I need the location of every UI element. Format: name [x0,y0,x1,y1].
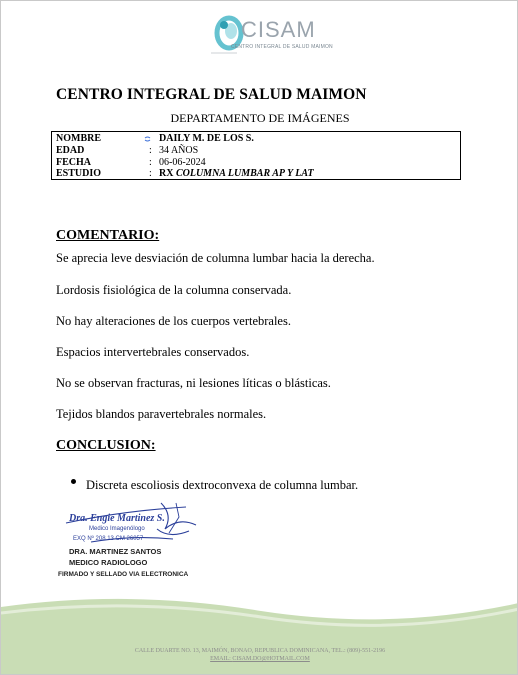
patient-label: NOMBRE [56,133,101,144]
signature-stamp [61,499,211,551]
logo-subtitle: CENTRO INTEGRAL DE SALUD MAIMON [231,44,333,50]
patient-value: 06-06-2024 [159,157,206,168]
comentario-heading: COMENTARIO: [56,228,160,243]
comentario-line: No hay alteraciones de los cuerpos vertebrales. [56,314,291,328]
patient-label: ESTUDIO [56,168,102,179]
conclusion-heading: CONCLUSION: [56,438,156,453]
comentario-line: Espacios intervertebrales conservados. [56,345,250,359]
department-title: DEPARTAMENTO DE IMÁGENES [170,111,350,125]
patient-info-box [51,131,461,180]
footer-email-label: EMAIL: [210,656,233,662]
stamp-title: Medico Imagenólogo [89,526,145,532]
patient-label: FECHA [56,157,91,168]
logo-text: CISAM [241,17,316,42]
clinic-name: CENTRO INTEGRAL DE SALUD MAIMON [56,86,367,103]
patient-colon: : [149,157,152,168]
footer-wave [1,593,518,675]
study-name: COLUMNA LUMBAR AP Y LAT [175,168,314,179]
comentario-line: Tejidos blandos paravertebrales normales. [56,407,267,421]
footer-email-link[interactable]: CISAM.DO@HOTMAIL.COM [232,656,310,662]
footer-email-line [1,656,518,662]
conclusion-item: Discreta escoliosis dextroconvexa de columna lumbar. [86,478,359,492]
cisam-logo [207,13,333,57]
doctor-role: MEDICO RADIOLOGO [69,558,148,567]
stamp-license: EXQ Nº 208 13 CM 26057 [73,536,144,542]
doctor-name: DRA. MARTINEZ SANTOS [69,547,162,556]
patient-colon: : [149,145,152,156]
study-prefix: RX [159,168,174,179]
bullet-icon [71,479,76,484]
comentario-line: Lordosis fisiológica de la columna conservada. [56,283,292,297]
comentario-line: Se aprecia leve desviación de columna lumbar hacia la derecha. [56,251,375,265]
patient-label: EDAD [56,145,85,156]
footer-address: CALLE DUARTE NO. 13, MAIMÓN, BONAO, REPUBLICA DOMINICANA, TEL.: (809)-551-2196 [134,648,386,654]
patient-value: 34 AÑOS [159,145,199,156]
patient-value: DAILY M. DE LOS S. [159,133,254,144]
stamp-name: Dra. Engie Martinez S. [69,513,165,524]
patient-value [159,168,314,180]
patient-colon: : [149,168,152,179]
comentario-line: No se observan fracturas, ni lesiones líticas o blásticas. [56,376,331,390]
signature-note: FIRMADO Y SELLADO VIA ELECTRONICA [58,571,189,578]
link-mark-icon [144,136,151,142]
